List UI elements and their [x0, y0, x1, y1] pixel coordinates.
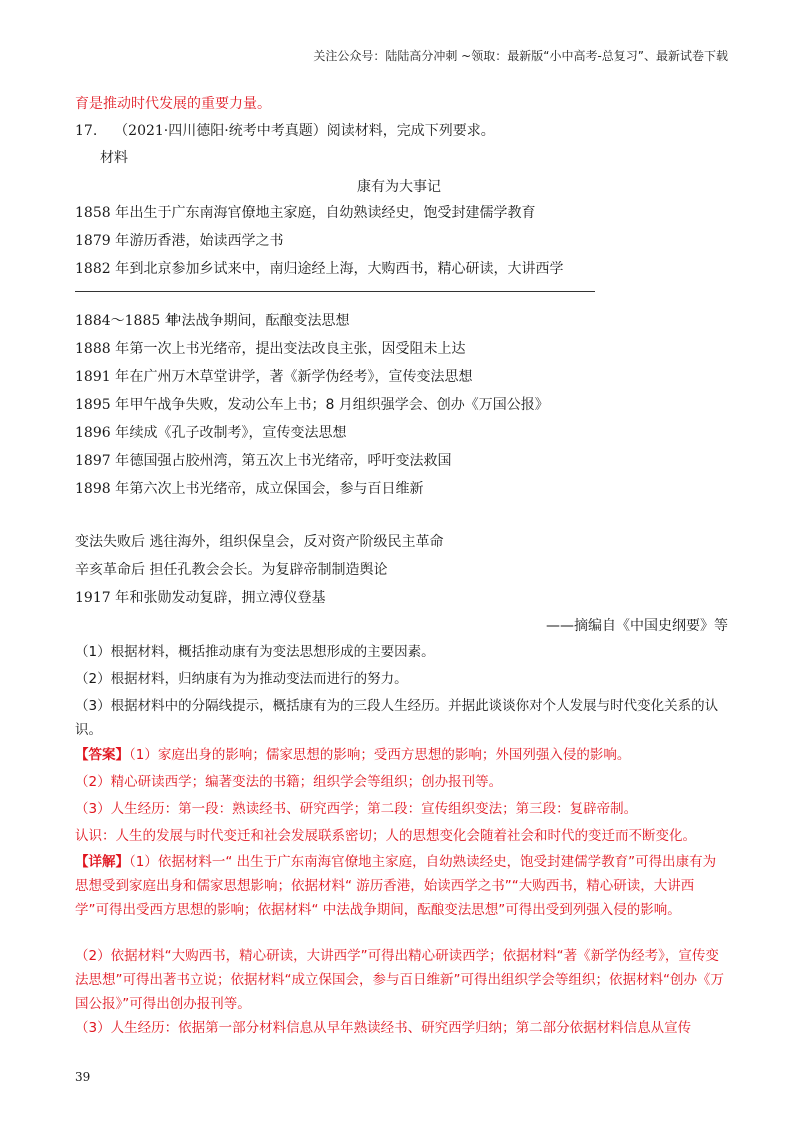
event-text: 和张勋发动复辟，拥立溥仪登基	[129, 590, 326, 606]
page-number: 39	[75, 1070, 91, 1084]
event-text: 到北京参加乡试来中，南归途经上海，大购西书，精心研读，大讲西学	[129, 261, 564, 277]
event-year: 1882 年	[75, 261, 130, 277]
answer-line-4: 认识：人生的发展与时代变迁和社会发展联系密切；人的思想变化会随着社会和时代的变迁而不断变化。	[75, 828, 696, 844]
section-divider-line	[75, 291, 595, 292]
page-header: 关注公众号：陆陆高分冲刺 ~领取：最新版“小中高考-总复习”、最新试卷下载	[313, 49, 728, 63]
event-text: 担任孔教会会长。为复辟帝制制造舆论	[149, 562, 388, 578]
answer-line-3: （3）人生经历：第一段：熟读经书、研究西学；第二段：宣传组织变法；第三段：复辟帝制。	[75, 801, 638, 817]
event-year: 1897 年	[75, 453, 130, 469]
event-year: 1884～1885 年	[75, 313, 179, 329]
event-row	[75, 203, 535, 223]
answer-line-2: （2）精心研读西学；编著变法的书籍；组织学会等组织；创办报刊等。	[75, 774, 503, 790]
event-year: 1891 年	[75, 369, 130, 385]
event-text: 德国强占胶州湾，第五次上书光绪帝，呼吁变法救国	[129, 453, 452, 469]
event-text: 在广州万木草堂讲学，著《新学伪经考》，宣传变法思想	[129, 369, 473, 385]
event-year: 1895 年	[75, 397, 130, 413]
event-year: 1858 年	[75, 205, 130, 221]
event-row	[75, 339, 465, 359]
material-source: ——摘编自《中国史纲要》等	[546, 618, 728, 634]
event-row	[75, 560, 387, 580]
question-2: （2）根据材料，归纳康有为为推动变法而进行的努力。	[75, 671, 408, 687]
event-row	[75, 532, 443, 552]
event-row	[75, 588, 325, 608]
event-text: 第一次上书光绪帝，提出变法改良主张，因受阻未上达	[129, 341, 466, 357]
question-number: 17.	[75, 123, 98, 139]
event-year: 1888 年	[75, 341, 130, 357]
event-row	[75, 479, 423, 499]
event-year: 1898 年	[75, 481, 130, 497]
answer-line-1	[75, 743, 725, 767]
event-text: 第六次上书光绪帝，成立保国会，参与百日维新	[129, 481, 424, 497]
explanation-paragraph-2: （2）依据材料“大购西书，精心研读，大讲西学”可得出精心研读西学；依据材料“著《新学伪经考》，宣传变法思想”可得出著书立说；依据材料“成立保国会，参与百日维新”可得出组织学会等组织；依据材料“创办《万国公报》”可得出创办报刊等。	[75, 948, 724, 1012]
event-year: 1879 年	[75, 233, 130, 249]
material-label: 材料	[100, 150, 128, 166]
event-text: 甲午战争失败，发动公车上书；8 月组织强学会、创办《万国公报》	[129, 397, 549, 413]
question-heading	[75, 121, 495, 141]
event-year: 1896 年	[75, 425, 130, 441]
question-prompt: 阅读材料，完成下列要求。	[326, 123, 495, 139]
event-text: 中法战争期间，酝酿变法思想	[167, 313, 350, 329]
event-year: 辛亥革命后	[75, 562, 145, 578]
event-text: 游历香港，始读西学之书	[129, 233, 284, 249]
event-row	[75, 451, 451, 471]
event-row	[75, 423, 346, 443]
event-text: 出生于广东南海官僚地主家庭，自幼熟读经史，饱受封建儒学教育	[129, 205, 536, 221]
event-row	[75, 395, 549, 415]
question-1: （1）根据材料，概括推动康有为变法思想形成的主要因素。	[75, 644, 435, 660]
event-row	[75, 311, 349, 331]
answer-tag: 【答案】	[75, 747, 129, 763]
event-text: 续成《孔子改制考》，宣传变法思想	[129, 425, 347, 441]
event-row	[75, 231, 283, 251]
event-row	[75, 367, 472, 387]
event-row	[75, 259, 563, 279]
explanation-text: （1）依据材料一“ 出生于广东南海官僚地主家庭，自幼熟读经史，饱受封建儒学教育”可得出康有为思想受到家庭出身和儒家思想影响；依据材料“ 游历香港，始读西学之书”“大购西书，精心研读，大讲西学”可得出受西方思想的影响；依据材料“ 中法战争期间，酝酿变法思想”可得出受到列强入侵的影响。	[75, 854, 717, 918]
event-year: 1917 年	[75, 590, 130, 606]
previous-answer-tail: 育是推动时代发展的重要力量。	[75, 96, 271, 112]
explanation-paragraph-3: （3）人生经历：依据第一部分材料信息从早年熟读经书、研究西学归纳；第二部分依据材料信息从宣传	[75, 1020, 692, 1036]
question-source: （2021·四川德阳·统考中考真题）	[114, 123, 327, 139]
explanation-tag: 【详解】	[75, 854, 129, 870]
answer-text: （1）家庭出身的影响；儒家思想的影响；受西方思想的影响；外国列强入侵的影响。	[129, 747, 631, 763]
event-text: 逃往海外，组织保皇会，反对资产阶级民主革命	[149, 534, 444, 550]
question-3: （3）根据材料中的分隔线提示，概括康有为的三段人生经历。并据此谈谈你对个人发展与时代变化关系的认识。	[75, 698, 719, 738]
table-title: 康有为大事记	[357, 179, 441, 195]
event-year: 变法失败后	[75, 534, 145, 550]
explanation-paragraph-1	[75, 850, 725, 922]
